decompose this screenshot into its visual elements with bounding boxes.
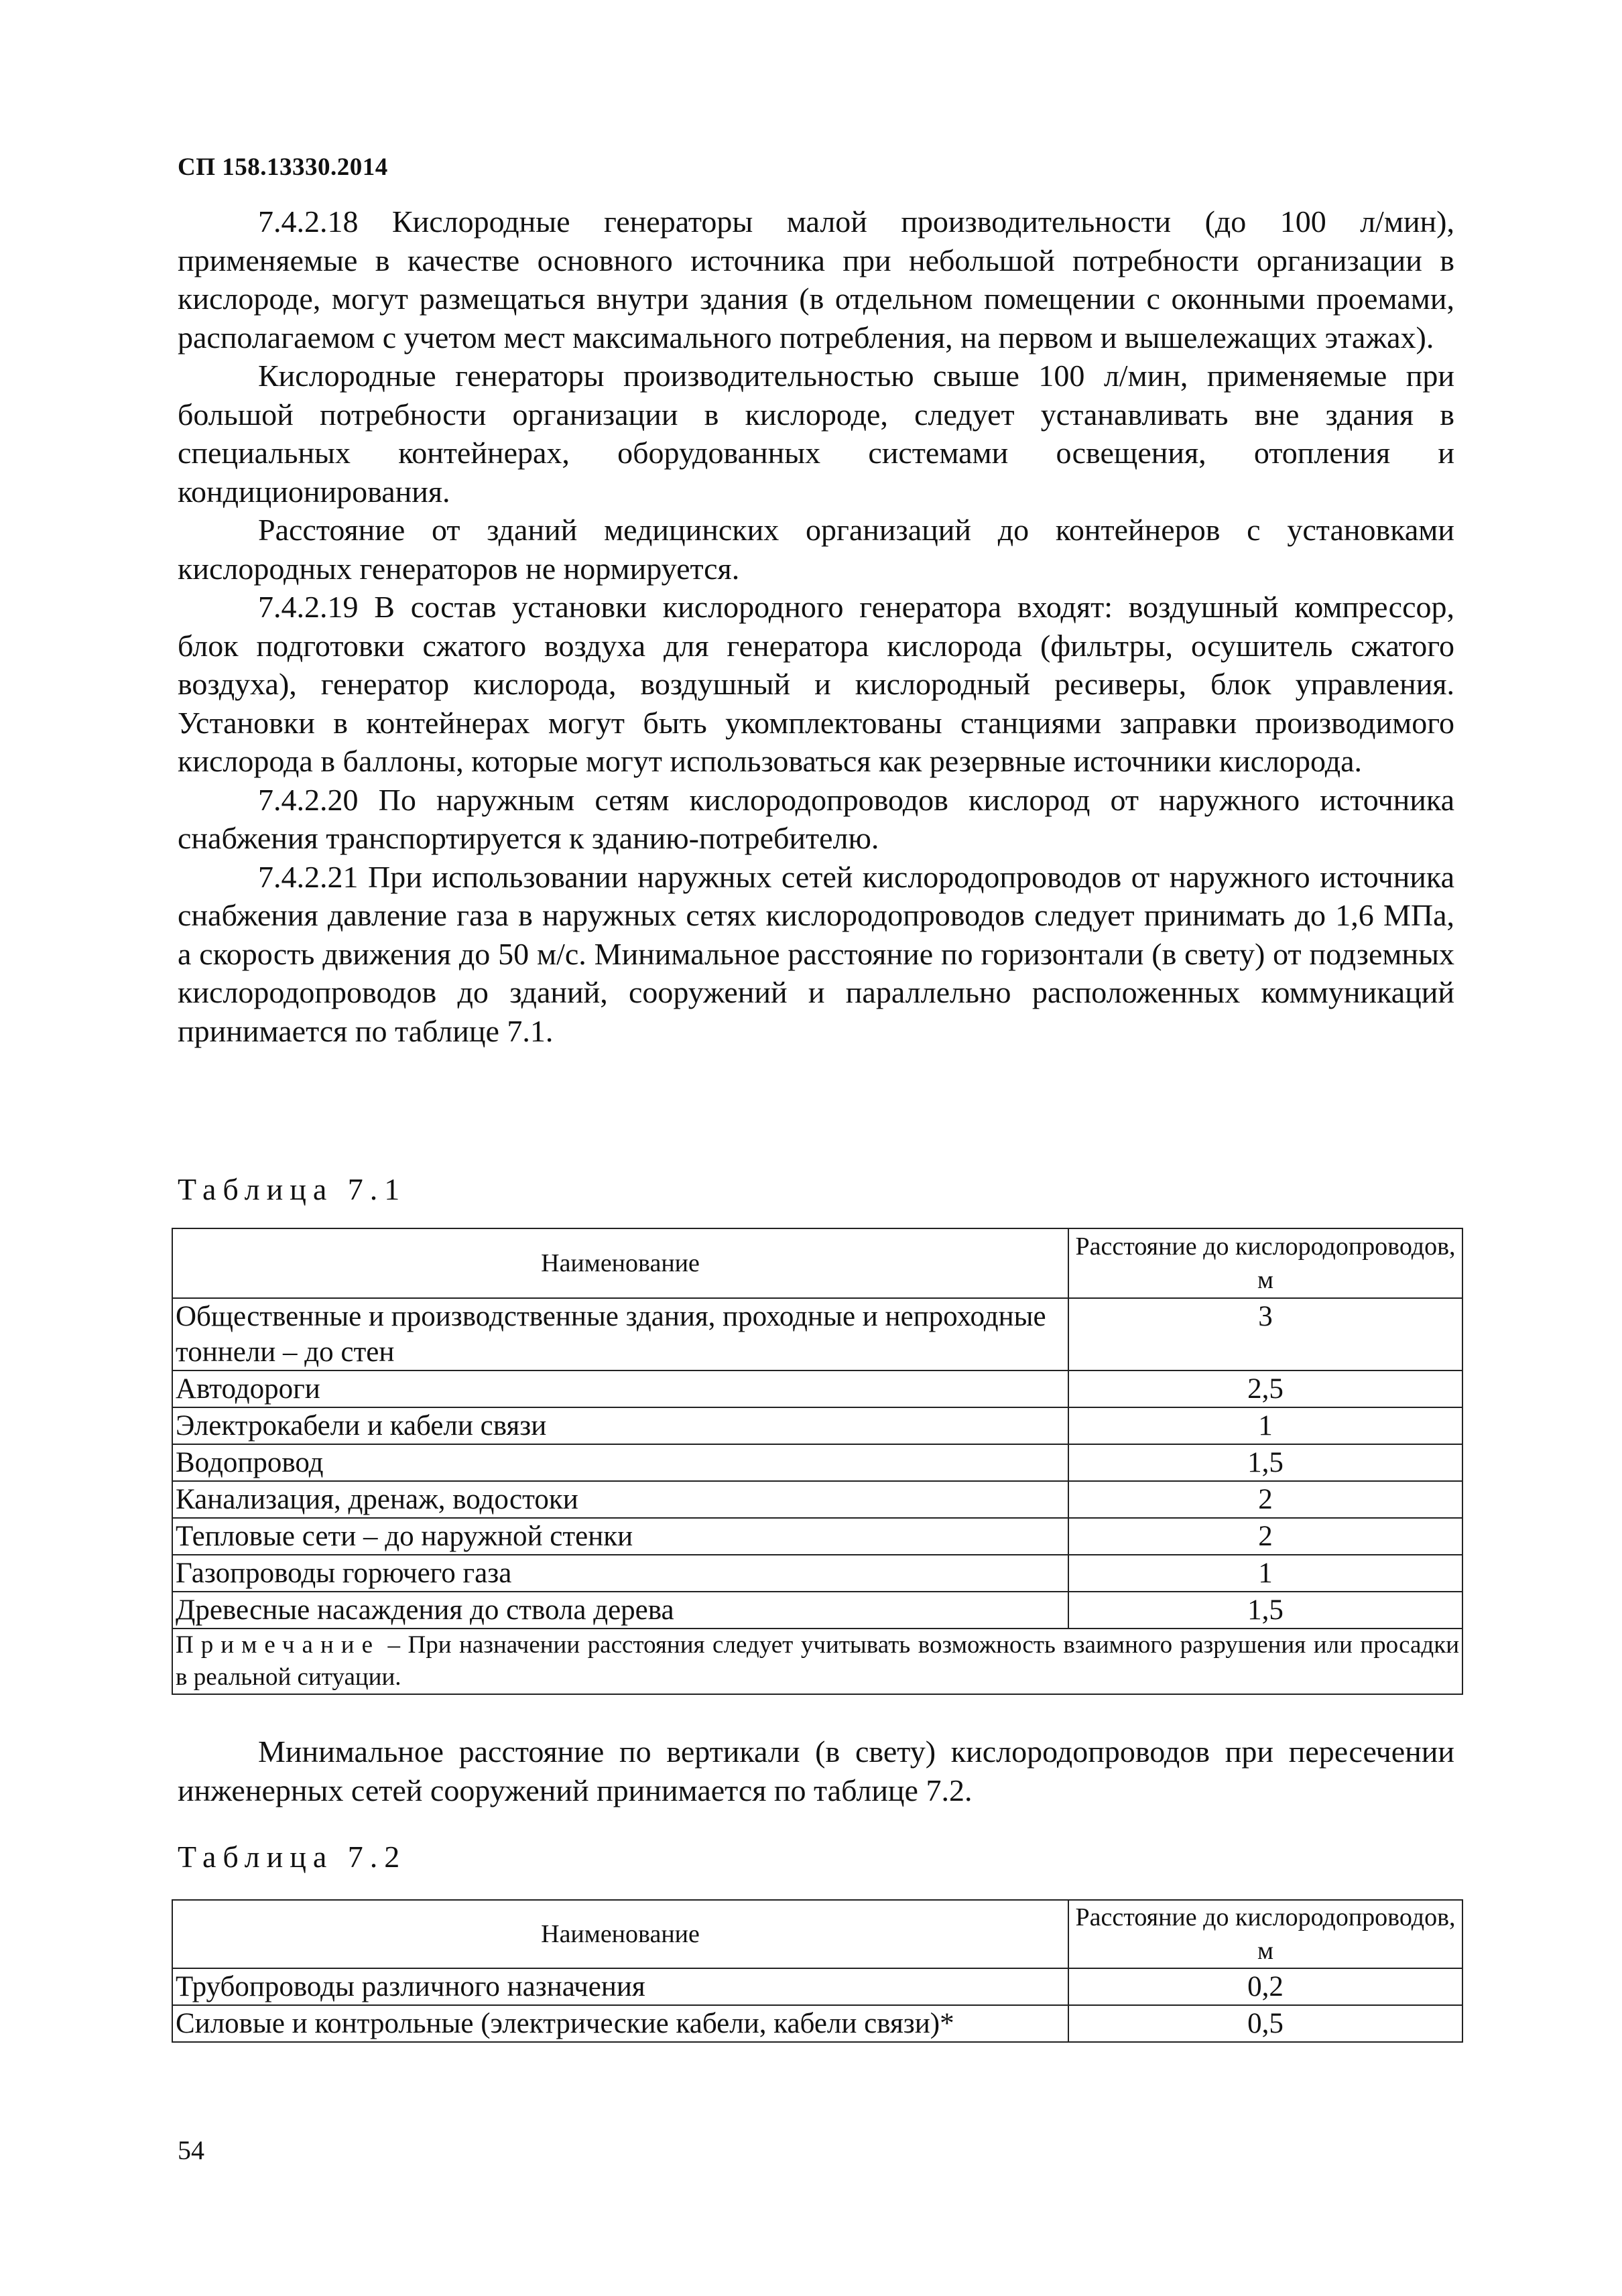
paragraph-7-4-2-21: 7.4.2.21 При использовании наружных сетей кислородопроводов от наружного источника снабжения давление газа в наружных сетях кислородопроводов следует принимать до 1,6 МПа, а скорость движения до 50 м/с. Минимальное расстояние по горизонтали (в свету) от подземных кислородопроводов до зданий, сооружений и параллельно расположенных коммуникаций принимается по таблице 7.1. bbox=[178, 859, 1462, 1048]
paragraph-7-4-2-19: 7.4.2.19 В состав установки кислородного генератора входят: воздушный компрессор, блок подготовки сжатого воздуха для генератора кислорода (фильтры, осушитель сжатого воздуха), генератор кислорода, воздушный и кислородный ресиверы, блок управления. Установки в контейнерах могут быть укомплектованы станциями заправки производимого кислорода в баллоны, которые могут использоваться как резервные источники кислорода. bbox=[178, 590, 1462, 778]
table-note bbox=[172, 1629, 1462, 1694]
row-name: Трубопроводы различного назначения bbox=[172, 1968, 1068, 2005]
row-value: 1 bbox=[1068, 1407, 1462, 1444]
table-row bbox=[172, 1481, 1462, 1518]
paragraph-7-4-2-20: 7.4.2.20 По наружным сетям кислородопроводов кислород от наружного источника снабжения транспортируется к зданию-потребителю. bbox=[178, 782, 1462, 855]
row-name: Общественные и производственные здания, проходные и непроходные тоннели – до стен bbox=[172, 1298, 1068, 1370]
paragraph-generators-large: Кислородные генераторы производительностью свыше 100 л/мин, применяемые при большой потребности организации в кислороде, следует устанавливать вне здания в специальных контейнерах, оборудованных системами освещения, отопления и кондиционирования. bbox=[178, 359, 1462, 509]
paragraph-vertical-distance: Минимальное расстояние по вертикали (в свету) кислородопроводов при пересечении инженерных сетей сооружений принимается по таблице 7.2. bbox=[178, 1734, 1454, 1807]
column-header-distance: Расстояние до кислородопроводов, м bbox=[1068, 1228, 1462, 1298]
table-7-1-caption: Таблица 7.1 bbox=[178, 1172, 407, 1206]
row-value: 2 bbox=[1068, 1518, 1462, 1555]
row-name: Автодороги bbox=[172, 1370, 1068, 1407]
table-row bbox=[172, 1370, 1462, 1407]
column-header-name: Наименование bbox=[172, 1228, 1068, 1298]
table-row bbox=[172, 1592, 1462, 1629]
row-name: Тепловые сети – до наружной стенки bbox=[172, 1518, 1068, 1555]
row-name: Силовые и контрольные (электрические кабели, кабели связи)* bbox=[172, 2005, 1068, 2042]
paragraph-distance-not-normed: Расстояние от зданий медицинских организаций до контейнеров с установками кислородных генераторов не нормируется. bbox=[178, 513, 1462, 586]
table-row bbox=[172, 1518, 1462, 1555]
table-row bbox=[172, 2005, 1462, 2042]
paragraph-7-4-2-18: 7.4.2.18 Кислородные генераторы малой производительности (до 100 л/мин), применяемые в качестве основного источника при небольшой потребности организации в кислороде, могут размещаться внутри здания (в отдельном помещении с оконными проемами, располагаемом с учетом мест максимального потребления, на первом и вышележащих этажах). bbox=[178, 204, 1462, 355]
row-value: 1 bbox=[1068, 1555, 1462, 1592]
row-value: 0,2 bbox=[1068, 1968, 1462, 2005]
table-header-row bbox=[172, 1228, 1462, 1298]
row-name: Древесные насаждения до ствола дерева bbox=[172, 1592, 1068, 1629]
row-value: 2 bbox=[1068, 1481, 1462, 1518]
column-header-name: Наименование bbox=[172, 1900, 1068, 1968]
row-name: Канализация, дренаж, водостоки bbox=[172, 1481, 1068, 1518]
row-value: 1,5 bbox=[1068, 1444, 1462, 1481]
table-row bbox=[172, 1298, 1462, 1370]
row-value: 1,5 bbox=[1068, 1592, 1462, 1629]
note-label: Примечание bbox=[176, 1631, 380, 1659]
note-text: – При назначении расстояния следует учитывать возможность взаимного разрушения или просадки в реальной ситуации. bbox=[176, 1631, 1459, 1691]
table-row bbox=[172, 1407, 1462, 1444]
table-row bbox=[172, 1968, 1462, 2005]
row-value: 0,5 bbox=[1068, 2005, 1462, 2042]
table-7-1 bbox=[172, 1228, 1463, 1695]
page-number: 54 bbox=[178, 2135, 204, 2165]
document-code: СП 158.13330.2014 bbox=[178, 153, 388, 181]
table-row bbox=[172, 1444, 1462, 1481]
row-name: Газопроводы горючего газа bbox=[172, 1555, 1068, 1592]
row-name: Водопровод bbox=[172, 1444, 1068, 1481]
body-text bbox=[178, 202, 1462, 1050]
table-header-row bbox=[172, 1900, 1462, 1968]
column-header-distance: Расстояние до кислородопроводов, м bbox=[1068, 1900, 1462, 1968]
table-row bbox=[172, 1555, 1462, 1592]
mid-text bbox=[178, 1732, 1454, 1809]
row-name: Электрокабели и кабели связи bbox=[172, 1407, 1068, 1444]
row-value: 3 bbox=[1068, 1298, 1462, 1370]
table-7-2 bbox=[172, 1899, 1463, 2043]
row-value: 2,5 bbox=[1068, 1370, 1462, 1407]
table-7-2-caption: Таблица 7.2 bbox=[178, 1840, 407, 1874]
table-note-row bbox=[172, 1629, 1462, 1694]
